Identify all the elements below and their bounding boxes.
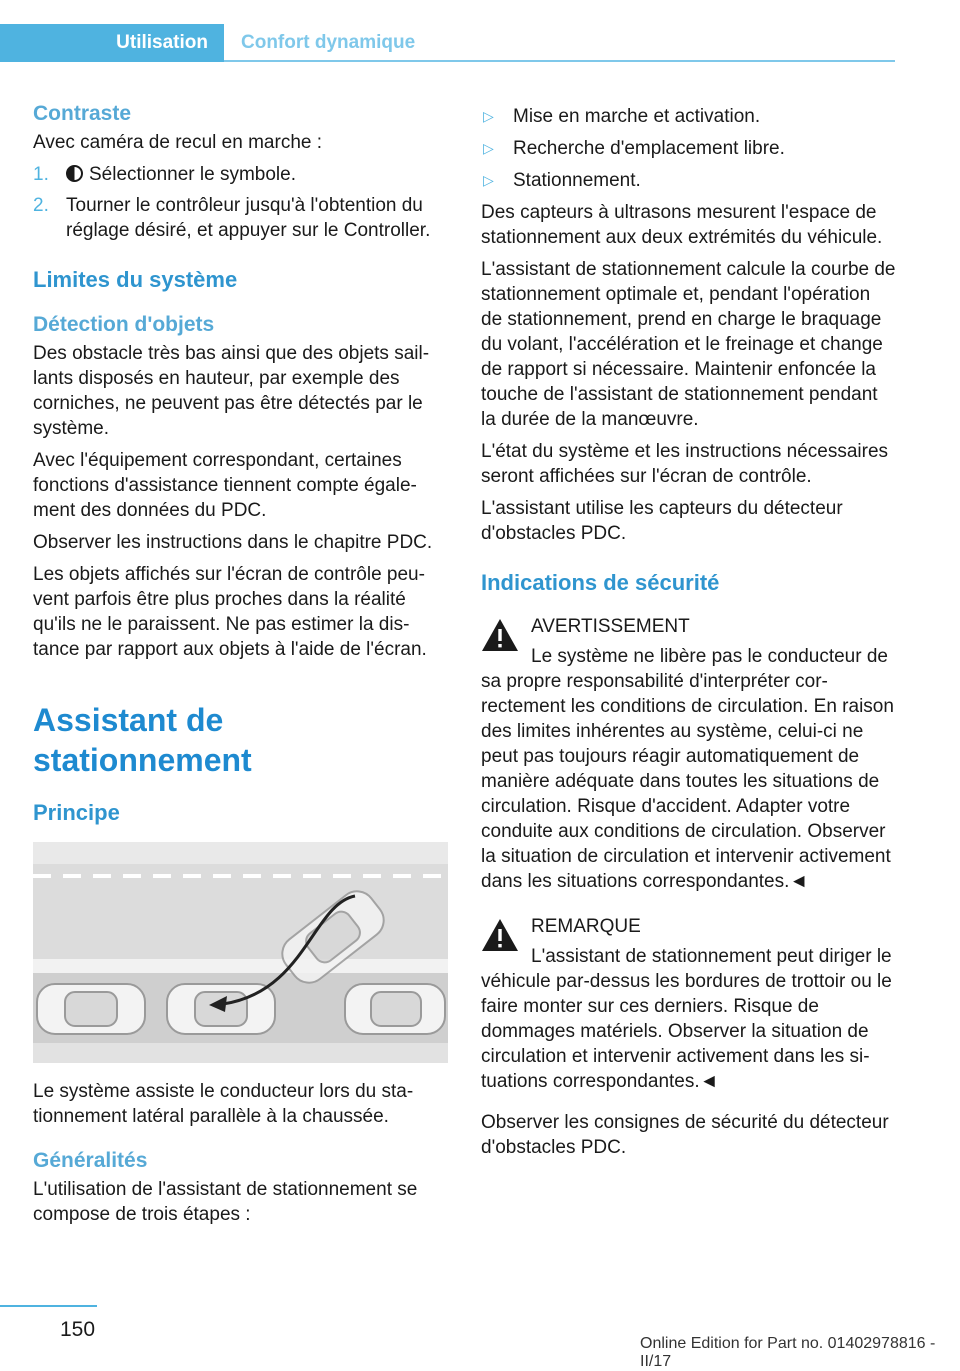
steps-list [481, 104, 896, 193]
left-column [33, 100, 448, 1234]
contraste-heading: Contraste [33, 102, 132, 125]
list-item [481, 136, 896, 161]
warning-box [481, 614, 896, 894]
edition-label: Online Edition for Part no. 01402978816 - II/17 [640, 1335, 936, 1370]
header-divider [224, 60, 895, 62]
triangle-bullet-icon: ▷ [483, 108, 494, 124]
page-header [0, 24, 895, 62]
paragraph: Observer les instructions dans le chapitre PDC. [33, 532, 433, 553]
notice-title: REMARQUE [531, 916, 641, 937]
step-number: 2. [33, 195, 49, 216]
paragraph: L'assistant de stationnement calcule la courbe de stationnement optimale et, pendant l'opération de stationnement, prend en charge le braquage du volant, l'accélération et le freinage et change de rapport si nécessaire. Maintenir enfoncée la touche de l'assistant de stationnement pendant la durée de la manœuvre. [481, 259, 896, 430]
contrast-icon [66, 165, 83, 182]
step-item [33, 162, 448, 187]
list-item-text: Stationnement. [513, 170, 641, 191]
list-item-text: Mise en marche et activation. [513, 106, 761, 127]
parked-car-right [345, 984, 445, 1034]
final-paragraph: Observer les consignes de sécurité du détecteur d'obstacles PDC. [481, 1112, 889, 1158]
paragraph: Des obstacle très bas ainsi que des objets saillants disposés en hauteur, par exemple des corniches, ne peuvent pas être détectés par le système. [33, 343, 430, 439]
generalites-heading: Généralités [33, 1149, 148, 1172]
warning-triangle-icon [481, 918, 519, 952]
paragraph: Des capteurs à ultrasons mesurent l'espace de stationnement aux deux extrémités du véhicule. [481, 202, 883, 248]
paragraph: L'assistant utilise les capteurs du détecteur d'obstacles PDC. [481, 498, 843, 544]
securite-heading: Indications de sécurité [481, 570, 720, 595]
step-item [33, 193, 448, 243]
contraste-intro: Avec caméra de recul en marche : [33, 132, 323, 153]
step-number: 1. [33, 164, 49, 185]
list-item [481, 104, 896, 129]
paragraph: L'état du système et les instructions nécessaires seront affichées sur l'écran de contrôle. [481, 441, 889, 487]
section-tab: Confort dynamique [241, 32, 416, 53]
assistant-heading: Assistant de stationnement [33, 702, 252, 778]
step-text: Tourner le contrôleur jusqu'à l'obtention du réglage désiré, et appuyer sur le Controller. [66, 195, 431, 241]
generalites-text: L'utilisation de l'assistant de stationnement se compose de trois étapes : [33, 1179, 418, 1225]
limites-heading: Limites du système [33, 267, 238, 292]
triangle-bullet-icon: ▷ [483, 172, 494, 188]
paragraph: Avec l'équipement correspondant, certaines fonctions d'assistance tiennent compte également des données du PDC. [33, 450, 417, 521]
warning-title: AVERTISSEMENT [531, 616, 690, 637]
step-text: Sélectionner le symbole. [89, 164, 296, 185]
contraste-steps [33, 162, 448, 243]
triangle-bullet-icon: ▷ [483, 140, 494, 156]
right-column [481, 100, 896, 1167]
warning-triangle-icon [481, 618, 519, 652]
notice-body: L'assistant de stationnement peut diriger le véhicule par-dessus les bordures de trottoir ou le faire monter sur ces derniers. Risque de dommages matériels. Observer la situation de circulation et intervenir activement dans les situations correspondantes.◄ [481, 946, 892, 1092]
footer-divider [0, 1305, 97, 1307]
chapter-tab: Utilisation [0, 24, 224, 62]
principe-heading: Principe [33, 800, 120, 825]
list-item-text: Recherche d'emplacement libre. [513, 138, 785, 159]
notice-box [481, 914, 896, 1094]
list-item [481, 168, 896, 193]
parking-illustration [33, 842, 448, 1063]
page-number: 150 [60, 1318, 96, 1341]
warning-body: Le système ne libère pas le conducteur de sa propre responsabilité d'interpréter correctement les conditions de circulation. En raison des limites inhérentes au système, celui-ci ne peut pas toujours réagir automatiquement de manière adéquate dans toutes les situations de circulation. Risque d'accident. Adapter votre conduite aux conditions de circulation. Observer la situation de circulation et intervenir activement dans les situations correspondantes.◄ [481, 646, 894, 892]
paragraph: Les objets affichés sur l'écran de contrôle peuvent parfois être plus proches dans la réalité qu'ils ne le paraissent. Ne pas estimer la distance par rapport aux objets à l'aide de l'écran. [33, 564, 427, 660]
parked-car-left [37, 984, 145, 1034]
detection-heading: Détection d'objets [33, 313, 215, 336]
figure-caption: Le système assiste le conducteur lors du stationnement latéral parallèle à la chaussée. [33, 1081, 414, 1127]
